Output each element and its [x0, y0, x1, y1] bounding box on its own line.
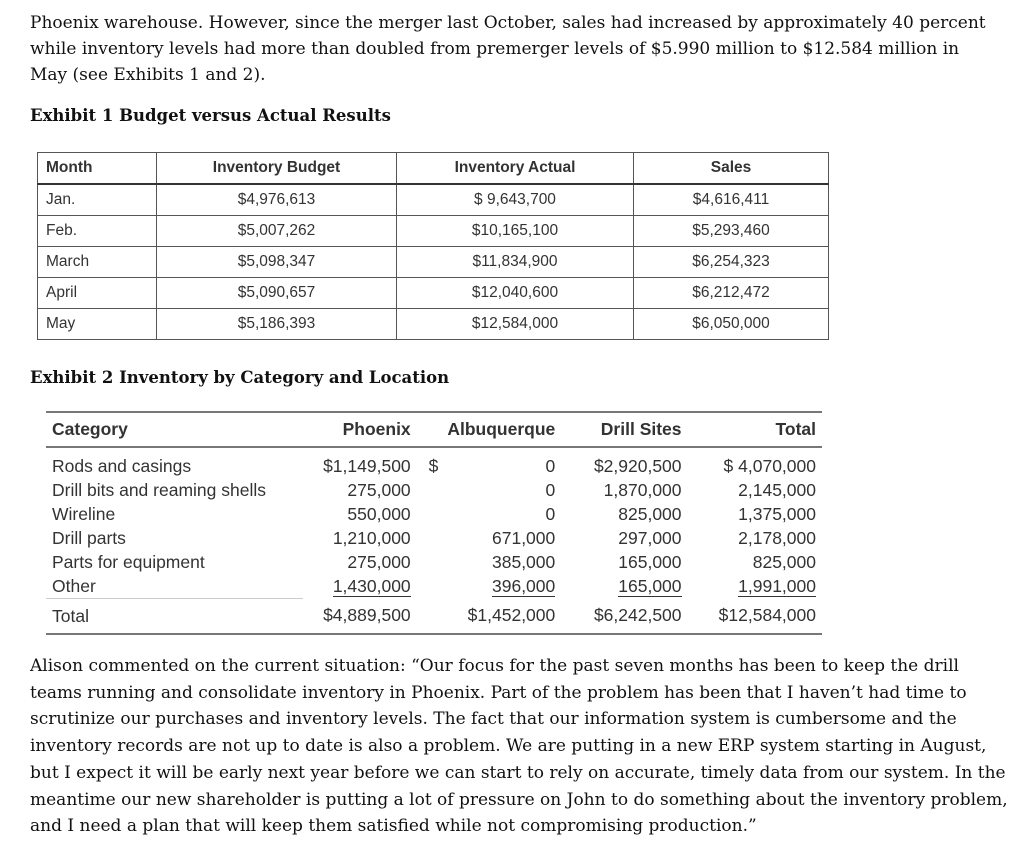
table-row	[46, 447, 822, 478]
drill-sites-cell: 297,000	[618, 527, 682, 548]
total-label-cell: Total	[46, 599, 303, 635]
exhibit1-header-actual: Inventory Actual	[397, 153, 634, 185]
sales-cell: $5,293,460	[634, 216, 829, 247]
budget-cell: $4,976,613	[157, 184, 397, 216]
albuquerque-total-cell: $1,452,000	[417, 599, 562, 635]
actual-cell: $12,040,600	[397, 278, 634, 309]
phoenix-cell: 1,210,000	[332, 527, 411, 548]
albuquerque-value: 0	[545, 455, 556, 476]
actual-cell: $10,165,100	[397, 216, 634, 247]
albuquerque-cell: 0	[545, 479, 556, 500]
table-row	[38, 278, 829, 309]
table-row	[38, 184, 829, 216]
grand-total-cell: $12,584,000	[688, 599, 822, 635]
sales-cell: $6,254,323	[634, 247, 829, 278]
albuquerque-dollar-sign: $	[428, 455, 439, 476]
phoenix-total-cell: $4,889,500	[303, 599, 417, 635]
budget-cell: $5,090,657	[157, 278, 397, 309]
drill-sites-total-cell: $6,242,500	[561, 599, 687, 635]
category-cell: Drill bits and reaming shells	[52, 479, 266, 500]
albuquerque-cell: 385,000	[492, 551, 556, 572]
budget-cell: $5,007,262	[157, 216, 397, 247]
budget-cell: $5,098,347	[157, 247, 397, 278]
exhibit2-header-drill-sites: Drill Sites	[600, 419, 682, 439]
sales-cell: $6,212,472	[634, 278, 829, 309]
budget-cell: $5,186,393	[157, 309, 397, 340]
exhibit1-table	[37, 152, 829, 340]
month-cell: April	[38, 278, 157, 309]
actual-cell: $12,584,000	[397, 309, 634, 340]
total-cell: 825,000	[752, 551, 816, 572]
month-cell: Feb.	[38, 216, 157, 247]
drill-sites-cell: $2,920,500	[593, 455, 682, 476]
exhibit2-title: Exhibit 2 Inventory by Category and Location	[30, 368, 450, 387]
phoenix-cell: 275,000	[347, 551, 411, 572]
albuquerque-value: 396,000	[492, 575, 556, 596]
drill-sites-value: 165,000	[618, 575, 682, 596]
table-row	[38, 247, 829, 278]
exhibit1-header-row	[38, 153, 829, 185]
drill-sites-cell: 1,870,000	[603, 479, 682, 500]
exhibit2-header-phoenix: Phoenix	[342, 419, 411, 439]
category-cell: Wireline	[52, 503, 116, 524]
table-row	[46, 526, 822, 550]
phoenix-cell	[303, 574, 417, 599]
albuquerque-cell: 671,000	[492, 527, 556, 548]
exhibit1-title: Exhibit 1 Budget versus Actual Results	[30, 106, 391, 125]
exhibit2-header-total: Total	[775, 419, 816, 439]
drill-sites-cell	[561, 574, 687, 599]
total-value: 1,991,000	[738, 575, 816, 596]
phoenix-cell: $1,149,500	[323, 455, 411, 476]
phoenix-cell: 550,000	[347, 503, 411, 524]
table-row	[46, 478, 822, 502]
actual-cell: $11,834,900	[397, 247, 634, 278]
exhibit1-header-sales: Sales	[634, 153, 829, 185]
month-cell: March	[38, 247, 157, 278]
albuquerque-cell	[417, 574, 562, 599]
month-cell: May	[38, 309, 157, 340]
table-row	[46, 550, 822, 574]
phoenix-value: 1,430,000	[332, 575, 411, 596]
category-cell: Drill parts	[52, 527, 126, 548]
total-cell: 1,375,000	[738, 503, 816, 524]
table-row	[46, 574, 822, 599]
sales-cell: $6,050,000	[634, 309, 829, 340]
category-cell: Other	[52, 575, 96, 596]
drill-sites-cell: 165,000	[618, 551, 682, 572]
month-cell: Jan.	[38, 184, 157, 216]
exhibit2-header-albuquerque: Albuquerque	[447, 419, 556, 439]
table-row	[46, 502, 822, 526]
sales-cell: $4,616,411	[634, 184, 829, 216]
exhibit1-header-budget: Inventory Budget	[157, 153, 397, 185]
actual-cell: $ 9,643,700	[397, 184, 634, 216]
total-cell: 2,145,000	[738, 479, 816, 500]
exhibit1-header-month: Month	[38, 153, 157, 185]
total-row	[46, 599, 822, 635]
total-cell: $ 4,070,000	[723, 455, 816, 476]
intro-paragraph: Phoenix warehouse. However, since the merger last October, sales had increased by approximately 40 percent while inventory levels had more than doubled from premerger levels of $5.990 million to $12.584 million in May (see Exhibits 1 and 2).	[30, 13, 986, 85]
phoenix-cell: 275,000	[347, 479, 411, 500]
total-cell: 2,178,000	[738, 527, 816, 548]
table-row	[38, 216, 829, 247]
exhibit2-header-row	[46, 412, 822, 447]
category-cell: Rods and casings	[52, 455, 192, 476]
drill-sites-cell: 825,000	[618, 503, 682, 524]
exhibit2-header-category: Category	[52, 419, 128, 439]
exhibit2-table	[46, 411, 822, 635]
albuquerque-cell	[417, 447, 562, 478]
table-row	[38, 309, 829, 340]
albuquerque-cell: 0	[545, 503, 556, 524]
total-cell	[688, 574, 822, 599]
closing-paragraph: Alison commented on the current situation: “Our focus for the past seven months has been to keep the drill teams running and consolidate inventory in Phoenix. Part of the problem has been that I haven’t had time to scrutinize our purchases and inventory levels. The fact that our information system is cumbersome and the inventory records are not up to date is also a problem. We are putting in a new ERP system starting in August, but I expect it will be early next year before we can start to rely on accurate, timely data from our system. In the meantime our new shareholder is putting a lot of pressure on John to do something about the inventory problem, and I need a plan that will keep them satisfied while not compromising production.”	[30, 656, 1008, 837]
category-cell: Parts for equipment	[52, 551, 205, 572]
